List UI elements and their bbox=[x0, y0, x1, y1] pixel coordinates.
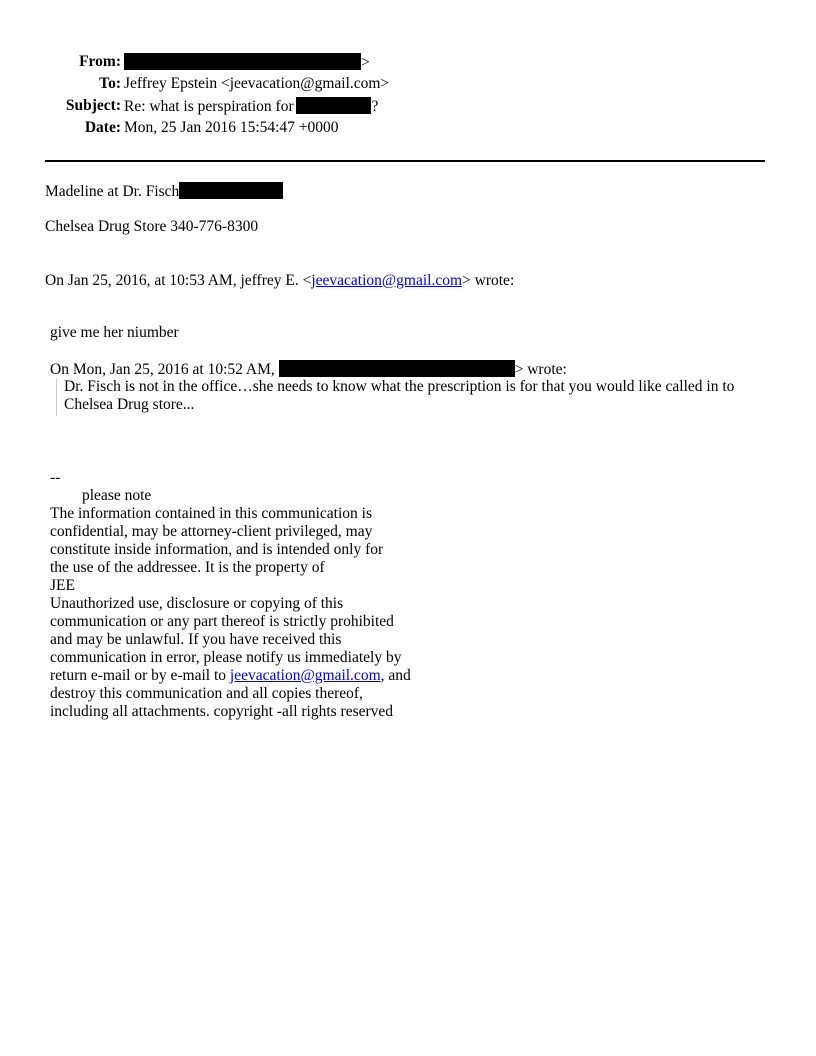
sig-line: communication in error, please notify us immediately by bbox=[50, 649, 402, 666]
body-line-1 bbox=[45, 182, 283, 201]
sig-line: including all attachments. copyright -all rights reserved bbox=[50, 703, 394, 720]
to-row bbox=[40, 75, 440, 95]
header-divider bbox=[45, 160, 765, 162]
sig-line: and may be unlawful. If you have received this bbox=[50, 631, 342, 648]
sig-line: The information contained in this communication is bbox=[50, 505, 372, 522]
quote-line-2: Chelsea Drug store... bbox=[64, 396, 195, 413]
subject-label: Subject: bbox=[65, 97, 121, 114]
email-link[interactable]: jeevacation@gmail.com bbox=[311, 272, 463, 289]
date-row bbox=[40, 119, 440, 139]
redacted-block bbox=[296, 97, 371, 114]
sig-line: confidential, may be attorney-client privileged, may bbox=[50, 523, 373, 540]
subject-row bbox=[40, 97, 440, 117]
redacted-block bbox=[279, 360, 515, 377]
sig-line: Unauthorized use, disclosure or copying of this bbox=[50, 595, 344, 612]
signature-block bbox=[50, 469, 411, 721]
sig-line: the use of the addressee. It is the property of bbox=[50, 559, 325, 576]
from-label: From: bbox=[79, 53, 121, 70]
sig-return-prefix: return e-mail or by e-mail to bbox=[50, 667, 230, 684]
to-label: To: bbox=[99, 75, 121, 92]
date-label: Date: bbox=[84, 119, 121, 136]
redacted-block bbox=[179, 182, 283, 199]
message-1: give me her niumber bbox=[50, 324, 179, 341]
to-value: Jeffrey Epstein <jeevacation@gmail.com> bbox=[124, 75, 390, 92]
from-row bbox=[40, 53, 440, 73]
sig-line: JEE bbox=[50, 577, 75, 594]
sig-line: destroy this communication and all copies thereof, bbox=[50, 685, 363, 702]
quote-line-1: Dr. Fisch is not in the office…she needs to know what the prescription is for that you would like called in to bbox=[64, 378, 735, 395]
reply-1-suffix: > wrote: bbox=[462, 272, 515, 289]
date-value: Mon, 25 Jan 2016 15:54:47 +0000 bbox=[124, 119, 339, 136]
reply-2-suffix: > wrote: bbox=[514, 361, 567, 378]
sig-return-suffix: , and bbox=[380, 667, 411, 684]
sig-dashes: -- bbox=[50, 469, 61, 486]
reply-attribution-1 bbox=[45, 272, 514, 290]
reply-1-prefix: On Jan 25, 2016, at 10:53 AM, jeffrey E. < bbox=[45, 272, 312, 289]
body-line-2: Chelsea Drug Store 340-776-8300 bbox=[45, 218, 259, 235]
body-line-1-text: Madeline at Dr. Fisch bbox=[45, 183, 180, 200]
reply-2-prefix: On Mon, Jan 25, 2016 at 10:52 AM, bbox=[50, 361, 275, 378]
subject-suffix: ? bbox=[371, 98, 379, 115]
reply-attribution-2 bbox=[50, 360, 567, 379]
sig-return-line bbox=[50, 667, 411, 685]
sig-line: communication or any part thereof is strictly prohibited bbox=[50, 613, 394, 630]
redacted-block bbox=[124, 53, 361, 70]
sig-note: please note bbox=[82, 487, 152, 504]
email-link[interactable]: jeevacation@gmail.com bbox=[229, 667, 381, 684]
quote-bar bbox=[56, 379, 57, 416]
sig-line: constitute inside information, and is intended only for bbox=[50, 541, 384, 558]
subject-prefix: Re: what is perspiration for bbox=[124, 98, 294, 115]
from-suffix: > bbox=[361, 54, 370, 71]
